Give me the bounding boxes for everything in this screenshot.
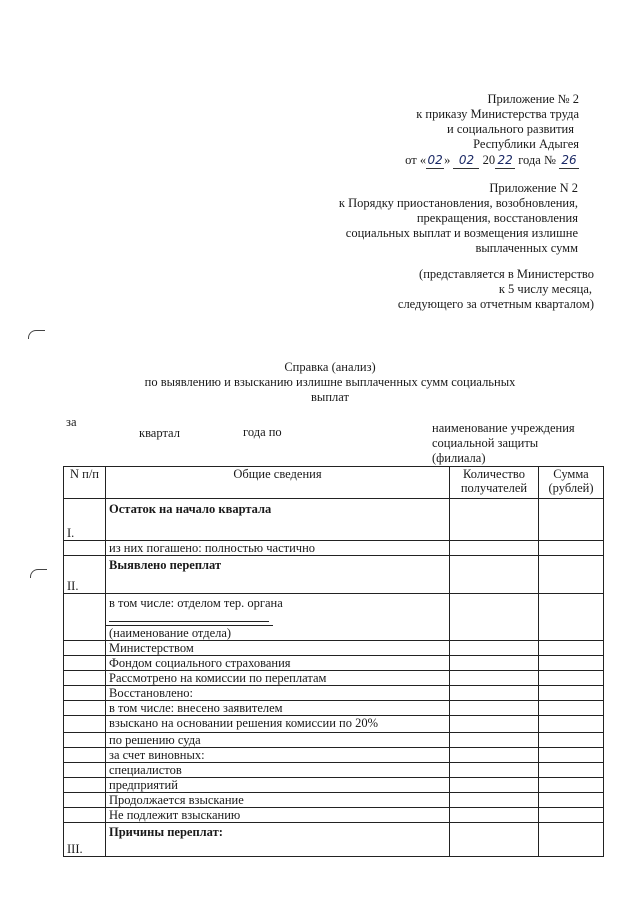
row-text: Восстановлено: (106, 686, 450, 701)
date-mid: » (444, 153, 451, 167)
table-row (64, 641, 604, 656)
table-row (64, 656, 604, 671)
procedure-appendix-line: выплаченных сумм (475, 241, 578, 255)
row-num (64, 763, 106, 778)
row-num: I. (64, 499, 106, 541)
document-title-line: по выявлению и взысканию излишне выплаченных сумм социальных (144, 375, 516, 389)
row-text: в том числе: внесено заявителем (106, 701, 450, 716)
row-sum-cell (539, 671, 604, 686)
row-num: III. (64, 823, 106, 857)
row-text: взыскано на основании решения комиссии по 20% (106, 716, 450, 733)
row-count-cell (450, 793, 539, 808)
handwritten-year: 22 (495, 153, 515, 169)
submission-note-line: (представляется в Министерство (419, 267, 594, 281)
table-header-row (64, 467, 604, 499)
row-text: Выявлено переплат (106, 556, 450, 594)
table-row (64, 686, 604, 701)
table-row (64, 499, 604, 541)
row-text: за счет виновных: (106, 748, 450, 763)
row-count-cell (450, 499, 539, 541)
handwritten-month: 02 (453, 153, 479, 169)
row-num: II. (64, 556, 106, 594)
row-num (64, 701, 106, 716)
row-text-cell (106, 594, 450, 641)
document-title-line: Справка (анализ) (284, 360, 376, 374)
row-count-cell (450, 733, 539, 748)
header-general: Общие сведения (106, 467, 450, 499)
row-text: специалистов (106, 763, 450, 778)
row-subtext: (наименование отдела) (106, 625, 273, 640)
document-title (120, 360, 540, 405)
row-count-cell (450, 686, 539, 701)
table-row (64, 748, 604, 763)
institution-label-line: наименование учреждения (432, 421, 575, 435)
row-text: в том числе: отделом тер. органа (109, 596, 283, 610)
row-num (64, 656, 106, 671)
row-count-cell (450, 641, 539, 656)
submission-note (294, 267, 594, 312)
handwritten-day: 02 (427, 153, 443, 167)
row-text: из них погашено: полностью частично (106, 541, 450, 556)
row-text: Рассмотрено на комиссии по переплатам (106, 671, 450, 686)
blank-line (109, 610, 269, 622)
table-row (64, 671, 604, 686)
row-text: Продолжается взыскание (106, 793, 450, 808)
procedure-appendix-line: социальных выплат и возмещения излишне (345, 226, 578, 240)
row-num (64, 716, 106, 733)
report-table (63, 466, 604, 857)
row-text: Не подлежит взысканию (106, 808, 450, 823)
row-count-cell (450, 778, 539, 793)
order-appendix-title: Приложение № 2 (487, 92, 579, 106)
row-num (64, 793, 106, 808)
table-row (64, 733, 604, 748)
row-sum-cell (539, 748, 604, 763)
row-sum-cell (539, 499, 604, 541)
institution-label-line: (филиала) (432, 451, 486, 465)
order-appendix-line: и социального развития (447, 122, 574, 136)
row-sum-cell (539, 733, 604, 748)
row-sum-cell (539, 716, 604, 733)
row-text: предприятий (106, 778, 450, 793)
order-appendix-block (319, 92, 579, 169)
procedure-appendix-title: Приложение N 2 (489, 181, 578, 195)
header-num: N п/п (64, 467, 106, 499)
procedure-appendix-line: к Порядку приостановления, возобновления, (338, 196, 578, 210)
document-title-line: выплат (311, 390, 349, 404)
handwritten-order-number: 26 (559, 153, 579, 169)
row-sum-cell (539, 641, 604, 656)
header-count: Количество получателей (450, 467, 539, 499)
order-appendix-line: Республики Адыгея (473, 137, 579, 151)
row-count-cell (450, 556, 539, 594)
row-count-cell (450, 656, 539, 671)
row-text: по решению суда (106, 733, 450, 748)
procedure-appendix-line: прекращения, восстановления (416, 211, 578, 225)
row-num (64, 778, 106, 793)
row-count-cell (450, 763, 539, 778)
row-num (64, 733, 106, 748)
row-text: Фондом социального страхования (106, 656, 450, 671)
order-date-line (319, 153, 579, 169)
header-sum: Сумма (рублей) (539, 467, 604, 499)
table-row (64, 594, 604, 641)
row-count-cell (450, 701, 539, 716)
date-year-suffix: года № (518, 153, 556, 167)
table-row (64, 763, 604, 778)
institution-label (432, 421, 575, 466)
procedure-appendix-block (258, 181, 578, 256)
date-year-prefix: 20 (482, 153, 496, 167)
submission-note-line: следующего за отчетным кварталом) (397, 297, 594, 311)
period-year-label: года по (243, 425, 282, 439)
row-num (64, 671, 106, 686)
table-row (64, 823, 604, 857)
row-num (64, 594, 106, 641)
row-sum-cell (539, 763, 604, 778)
table-row (64, 793, 604, 808)
row-count-cell (450, 541, 539, 556)
row-num (64, 686, 106, 701)
row-count-cell (450, 808, 539, 823)
row-sum-cell (539, 556, 604, 594)
date-prefix: от « (405, 153, 427, 167)
row-sum-cell (539, 823, 604, 857)
row-count-cell (450, 594, 539, 641)
row-sum-cell (539, 656, 604, 671)
row-sum-cell (539, 686, 604, 701)
row-text: Причины переплат: (106, 823, 450, 857)
row-count-cell (450, 671, 539, 686)
row-count-cell (450, 716, 539, 733)
row-text: Остаток на начало квартала (106, 499, 450, 541)
row-sum-cell (539, 541, 604, 556)
table-row (64, 541, 604, 556)
row-num (64, 748, 106, 763)
table-row (64, 716, 604, 733)
row-sum-cell (539, 808, 604, 823)
institution-label-line: социальной защиты (432, 436, 539, 450)
row-sum-cell (539, 778, 604, 793)
table-row (64, 778, 604, 793)
order-appendix-line: к приказу Министерства труда (416, 107, 579, 121)
punch-hole-mark (30, 569, 47, 578)
row-num (64, 641, 106, 656)
period-za: за (66, 415, 77, 429)
period-quarter-label: квартал (139, 426, 180, 440)
row-sum-cell (539, 701, 604, 716)
row-sum-cell (539, 793, 604, 808)
table-row (64, 808, 604, 823)
row-text: Министерством (106, 641, 450, 656)
row-sum-cell (539, 594, 604, 641)
row-count-cell (450, 748, 539, 763)
punch-hole-mark (28, 330, 45, 339)
row-count-cell (450, 823, 539, 857)
row-num (64, 541, 106, 556)
table-row (64, 701, 604, 716)
table-row (64, 556, 604, 594)
submission-note-line: к 5 числу месяца, (498, 282, 592, 296)
row-num (64, 808, 106, 823)
